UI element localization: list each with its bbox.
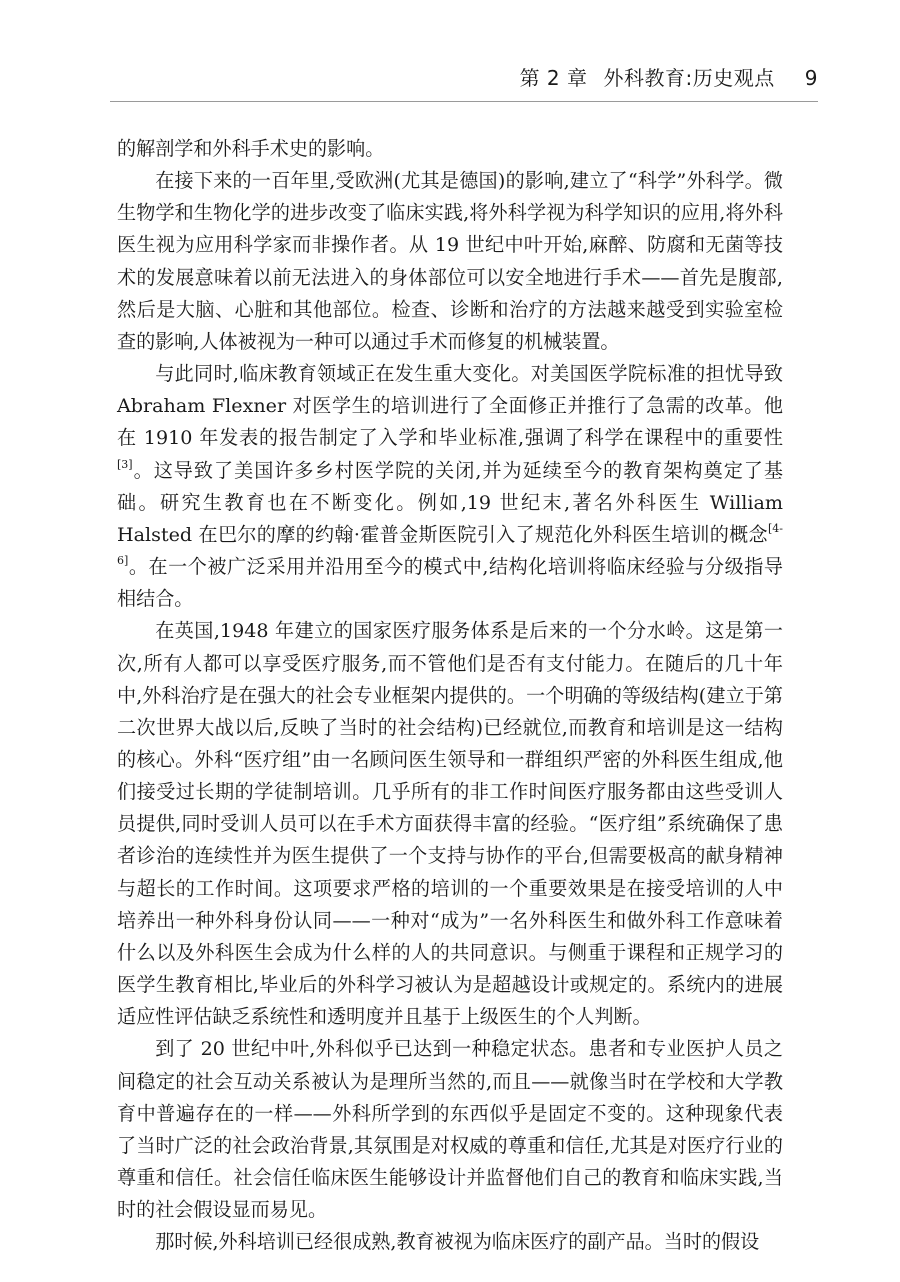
- paragraph-text: 与此同时,临床教育领域正在发生重大变化。对美国医学院标准的担忧导致 Abraham Flexner 对医学生的培训进行了全面修正并推行了急需的改革。他在 1910 年发表的报告制定了入学和毕业标准,强调了科学在课程中的重要性: [117, 362, 783, 450]
- paragraph-text: 在英国,1948 年建立的国家医疗服务体系是后来的一个分水岭。这是第一次,所有人都可以享受医疗服务,而不管他们是否有支付能力。在随后的几十年中,外科治疗是在强大的社会专业框架内提供的。一个明确的等级结构(建立于第二次世界大战以后,反映了当时的社会结构)已经就位,而教育和培训是这一结构的核心。外科“医疗组”由一名顾问医生领导和一群组织严密的外科医生组成,他们接受过长期的学徒制培训。几乎所有的非工作时间医疗服务都由这些受训人员提供,同时受训人员可以在手术方面获得丰富的经验。“医疗组”系统确保了患者诊治的连续性并为医生提供了一个支持与协作的平台,但需要极高的献身精神与超长的工作时间。这项要求严格的培训的一个重要效果是在接受培训的人中培养出一种外科身份认同——一种对“成为”一名外科医生和做外科工作意味着什么以及外科医生会成为什么样的人的共同意识。与侧重于课程和正规学习的医学生教育相比,毕业后的外科学习被认为是超越设计或规定的。系统内的进展适应性评估缺乏系统性和透明度并且基于上级医生的个人判断。: [117, 619, 783, 1029]
- page-number: 9: [804, 66, 818, 90]
- paragraph-text: 。这导致了美国许多乡村医学院的关闭,并为延续至今的教育架构奠定了基础。研究生教育也在不断变化。例如,19 世纪末,著名外科医生 William Halsted 在巴尔的摩的约翰·霍普金斯医院引入了规范化外科医生培训的概念: [117, 458, 783, 546]
- paragraph-text: 在接下来的一百年里,受欧洲(尤其是德国)的影响,建立了“科学”外科学。微生物学和生物化学的进步改变了临床实践,将外科学视为科学知识的应用,将外科医生视为应用科学家而非操作者。从 19 世纪中叶开始,麻醉、防腐和无菌等技术的发展意味着以前无法进入的身体部位可以安全地进行手术——首先是腹部,然后是大脑、心脏和其他部位。检查、诊断和治疗的方法越来越受到实验室检查的影响,人体被视为一种可以通过手术而修复的机械装置。: [117, 169, 783, 353]
- paragraph-text: 到了 20 世纪中叶,外科似乎已达到一种稳定状态。患者和专业医护人员之间稳定的社会互动关系被认为是理所当然的,而且——就像当时在学校和大学教育中普遍存在的一样——外科所学到的东西似乎是固定不变的。这种现象代表了当时广泛的社会政治背景,其氛围是对权威的尊重和信任,尤其是对医疗行业的尊重和信任。社会信任临床医生能够设计并监督他们自己的教育和临床实践,当时的社会假设显而易见。: [117, 1037, 783, 1222]
- chapter-title: 外科教育:历史观点: [603, 66, 775, 90]
- page-body: [117, 133, 783, 1258]
- paragraph-6: [117, 1226, 783, 1258]
- paragraph-4: [117, 615, 783, 1033]
- paragraph-1: [117, 133, 783, 165]
- paragraph-text: 那时候,外科培训已经很成熟,教育被视为临床医疗的副产品。当时的假设: [155, 1230, 760, 1254]
- running-header: [520, 62, 818, 91]
- header-divider: [110, 101, 818, 102]
- citation-ref: [4-6]: [117, 521, 783, 568]
- chapter-label: 第 2 章: [519, 66, 588, 90]
- paragraph-text: 。在一个被广泛采用并沿用至今的模式中,结构化培训将临床经验与分级指导相结合。: [117, 555, 783, 611]
- paragraph-2: [117, 165, 783, 358]
- paragraph-5: [117, 1033, 783, 1226]
- citation-ref: [3]: [117, 457, 133, 471]
- paragraph-3: [117, 358, 783, 615]
- paragraph-text: 的解剖学和外科手术史的影响。: [117, 137, 385, 160]
